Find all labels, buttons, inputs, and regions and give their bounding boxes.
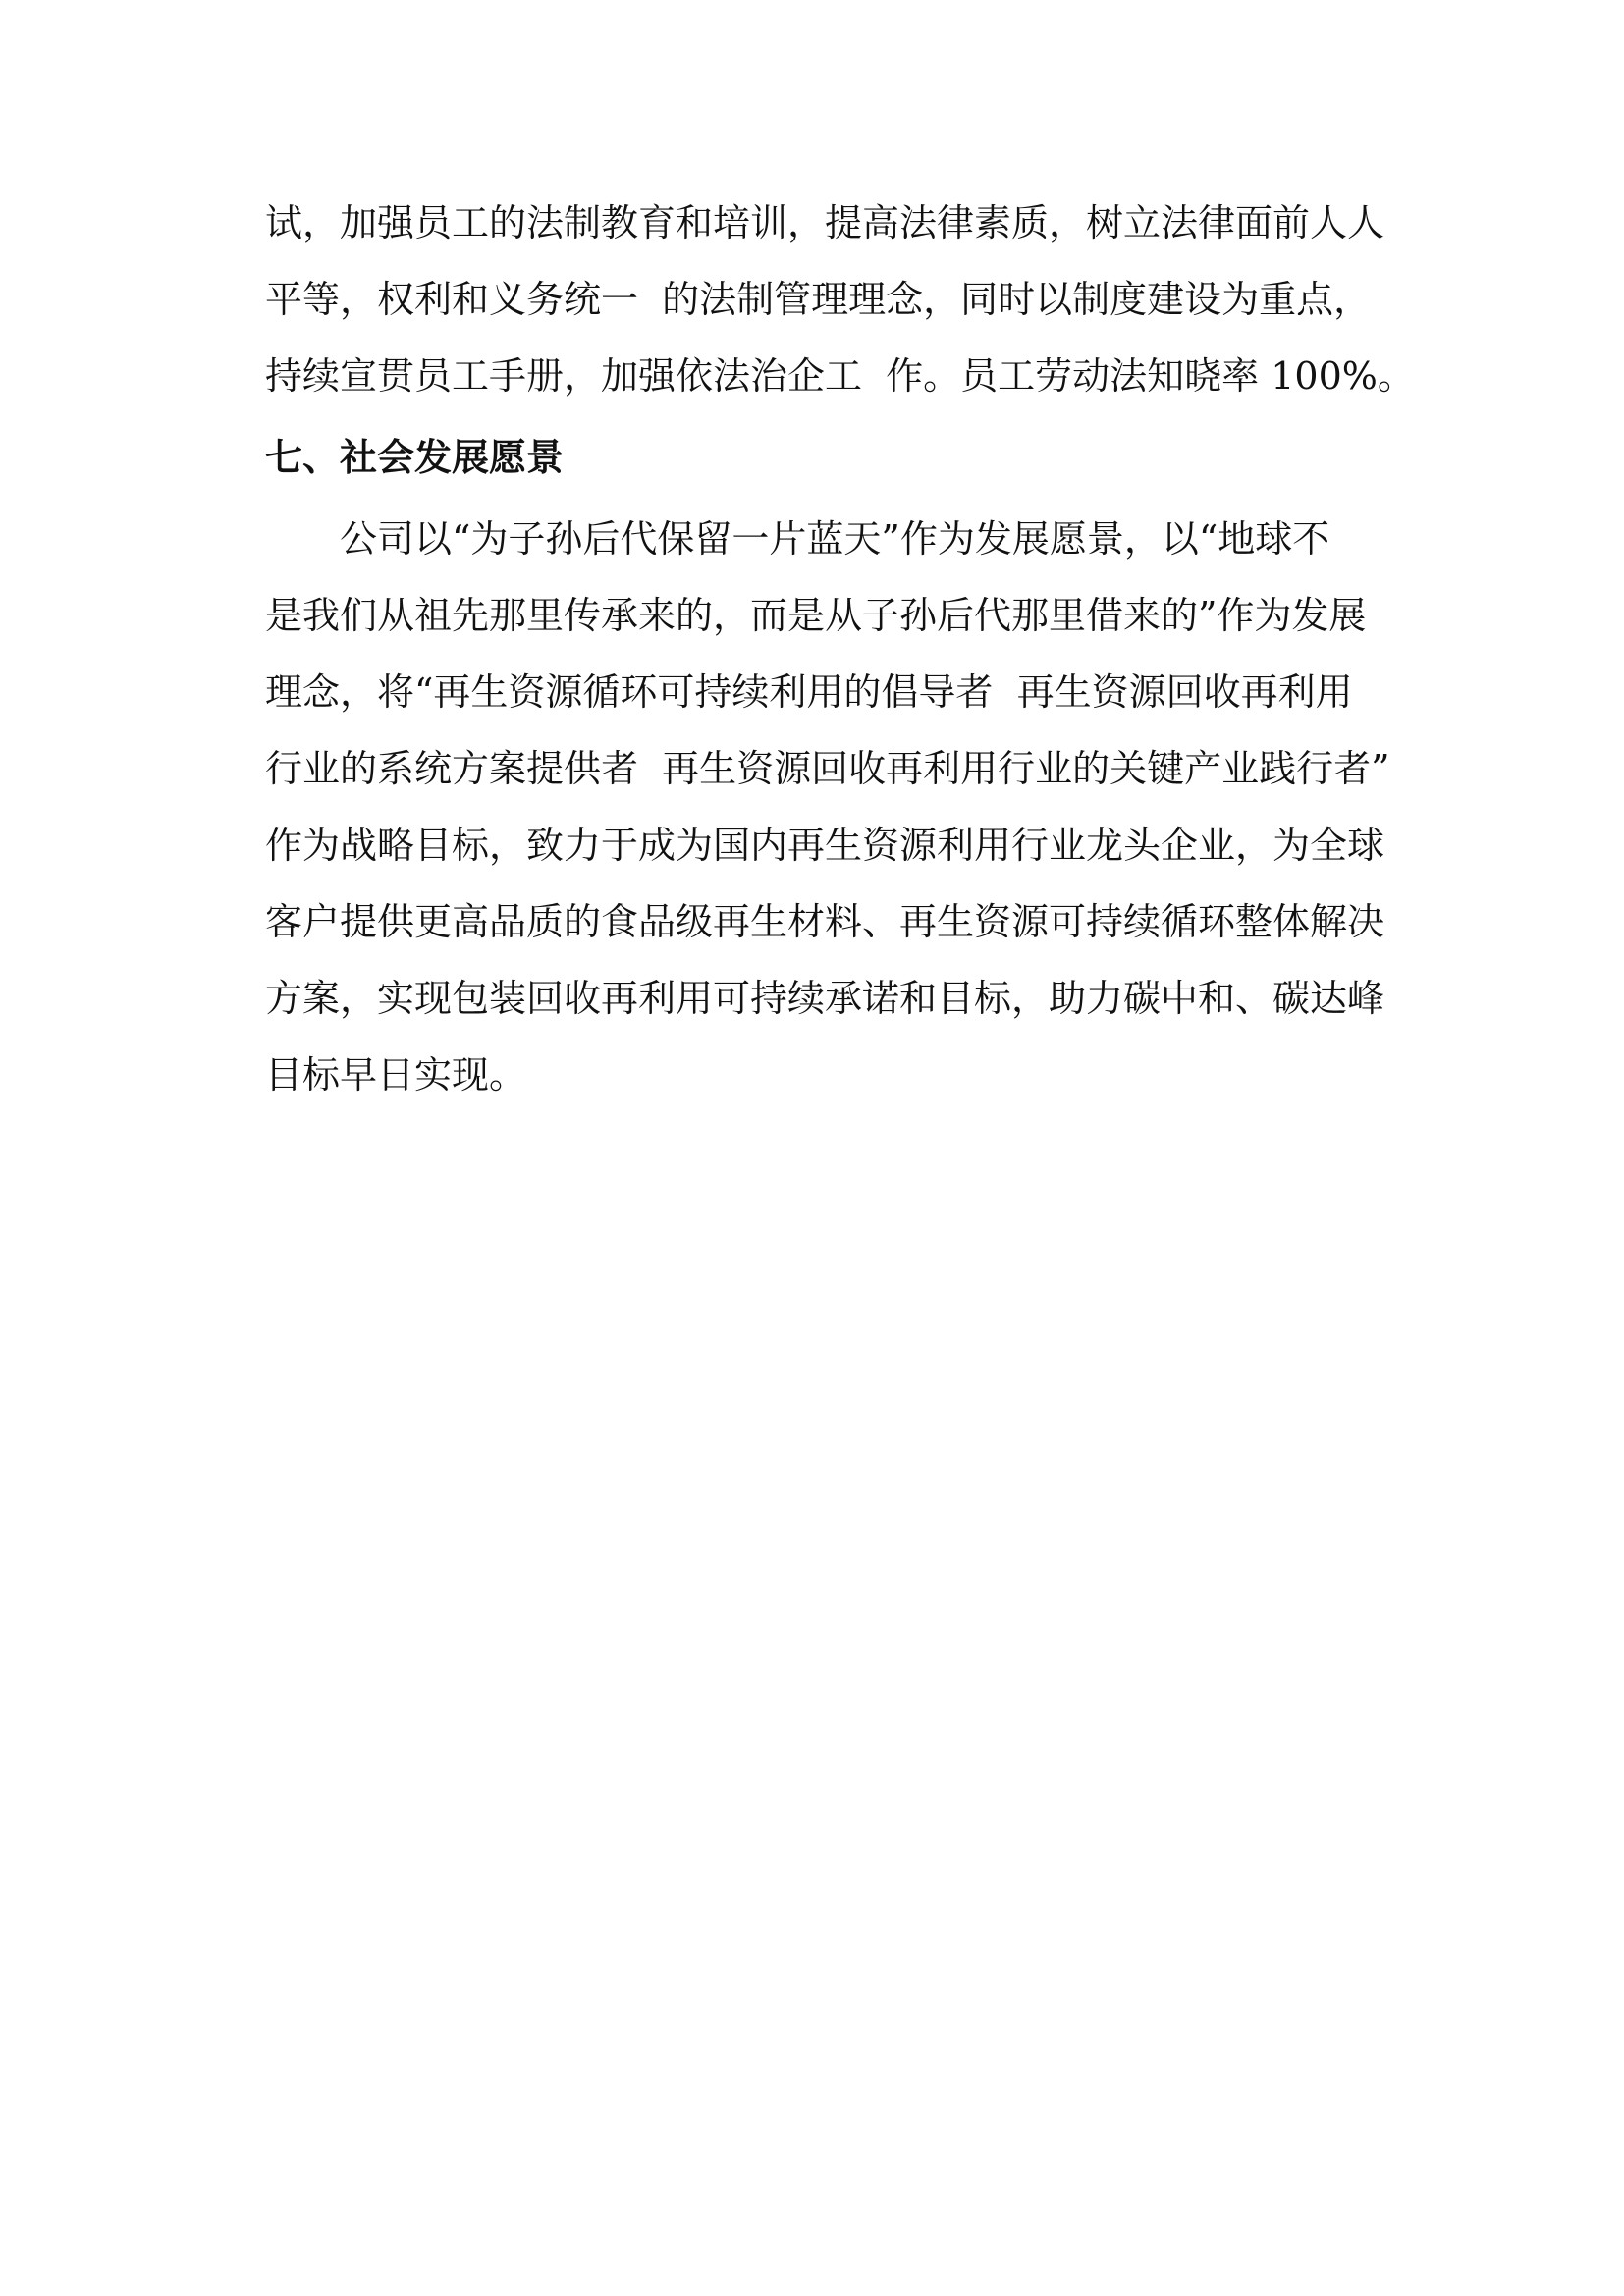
paragraph-line: 是我们从祖先那里传承来的，而是从子孙后代那里借来的”作为发展 [265,594,1367,637]
paragraph-line: 公司以“为子孙后代保留一片蓝天”作为发展愿景，以“地球不 [340,517,1330,561]
section-heading: 七、社会发展愿景 [265,436,565,479]
paragraph-line: 理念，将“再生资源循环可持续利用的倡导者 再生资源回收再利用 [265,670,1353,714]
paragraph-line: 目标早日实现。 [265,1053,527,1096]
paragraph-line: 平等，权利和义务统一 的法制管理理念，同时以制度建设为重点， [265,278,1372,321]
paragraph-line: 客户提供更高品质的食品级再生材料、再生资源可持续循环整体解决 [265,900,1385,943]
paragraph-line: 方案，实现包装回收再利用可持续承诺和目标，助力碳中和、碳达峰 [265,977,1385,1020]
paragraph-line: 试，加强员工的法制教育和培训，提高法律素质，树立法律面前人人 [265,201,1385,244]
paragraph-line: 持续宣贯员工手册，加强依法治企工 作。员工劳动法知晓率 100%。 [265,354,1415,398]
paragraph-line: 行业的系统方案提供者 再生资源回收再利用行业的关键产业践行者” [265,747,1390,790]
paragraph-line: 作为战略目标，致力于成为国内再生资源利用行业龙头企业，为全球 [265,824,1385,867]
